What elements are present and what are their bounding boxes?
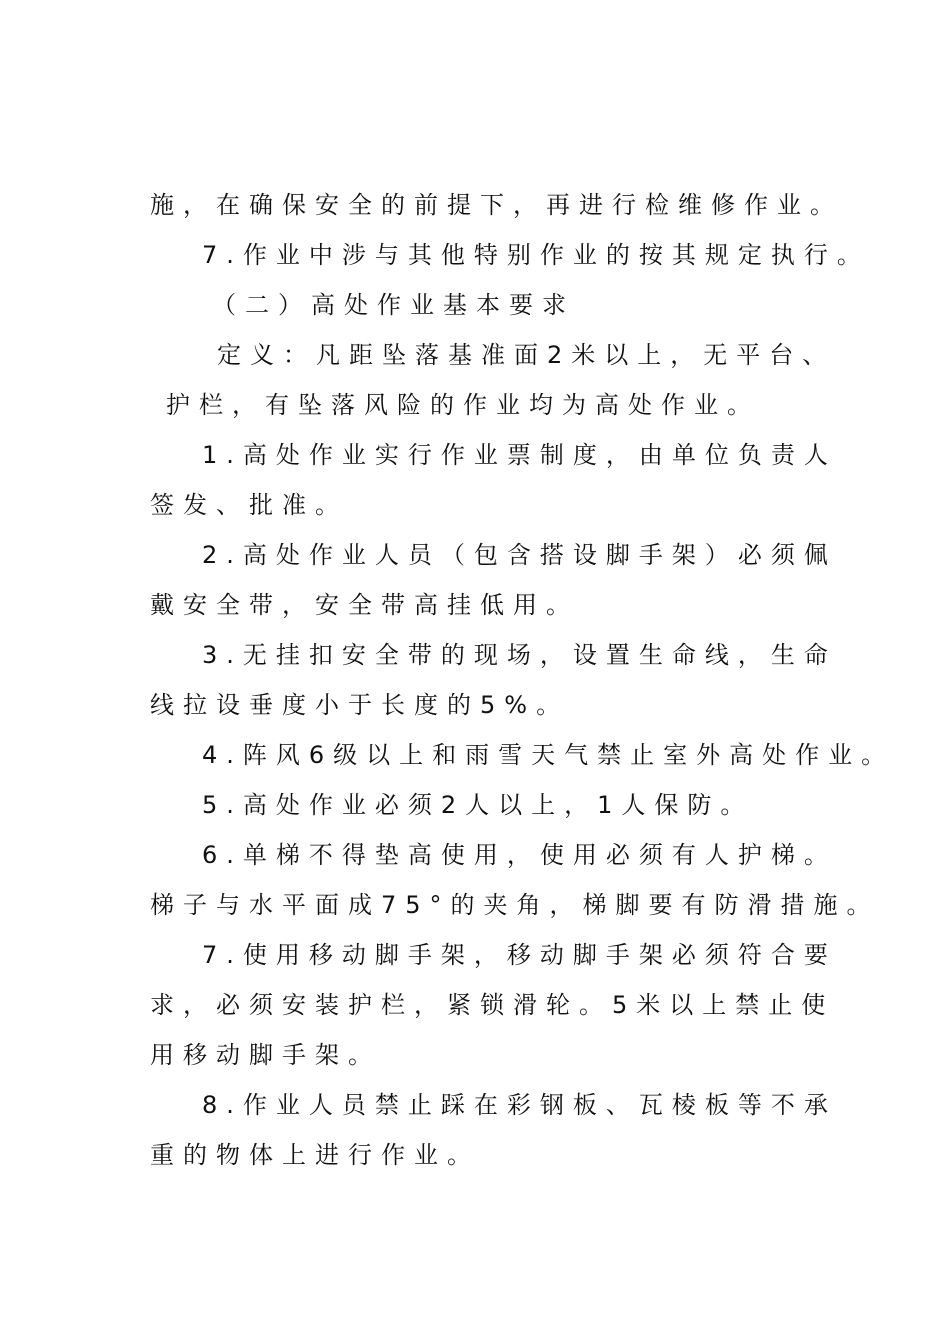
text-line-rule-5: 5.高处作业必须2人以上，1人保防。 [202, 791, 754, 819]
text-line-rule-7: 7.使用移动脚手架，移动脚手架必须符合要 [202, 941, 837, 969]
text-line-rule-3: 3.无挂扣安全带的现场，设置生命线，生命 [202, 641, 837, 669]
definition-line-1: 定义：凡距坠落基准面2米以上，无平台、 [217, 341, 836, 369]
text-line-rule-2: 2.高处作业人员（包含搭设脚手架）必须佩 [202, 541, 837, 569]
text-line-rule-6: 6.单梯不得垫高使用，使用必须有人护梯。 [202, 841, 837, 869]
text-line-rule-6-cont: 梯子与水平面成75°的夹角，梯脚要有防滑措施。 [150, 891, 880, 919]
text-line-rule-2-cont: 戴安全带，安全带高挂低用。 [150, 591, 579, 619]
text-line-rule-7-cont-2: 用移动脚手架。 [150, 1041, 381, 1069]
definition-line-2: 护栏，有坠落风险的作业均为高处作业。 [166, 391, 760, 419]
section-heading: （二）高处作业基本要求 [212, 291, 575, 319]
text-line-rule-1-cont: 签发、批准。 [150, 491, 348, 519]
text-line-rule-1: 1.高处作业实行作业票制度，由单位负责人 [202, 441, 837, 469]
text-line-continuation: 施，在确保安全的前提下，再进行检维修作业。 [150, 191, 843, 219]
text-line-rule-3-cont: 线拉设垂度小于长度的5%。 [150, 691, 570, 719]
text-line-rule-8: 8.作业人员禁止踩在彩钢板、瓦棱板等不承 [202, 1091, 837, 1119]
text-line-rule-7-cont-1: 求，必须安装护栏，紧锁滑轮。5米以上禁止使 [150, 991, 835, 1019]
text-line-item-7: 7.作业中涉与其他特别作业的按其规定执行。 [202, 241, 870, 269]
text-line-rule-8-cont: 重的物体上进行作业。 [150, 1141, 480, 1169]
text-line-rule-4: 4.阵风6级以上和雨雪天气禁止室外高处作业。 [202, 741, 895, 769]
